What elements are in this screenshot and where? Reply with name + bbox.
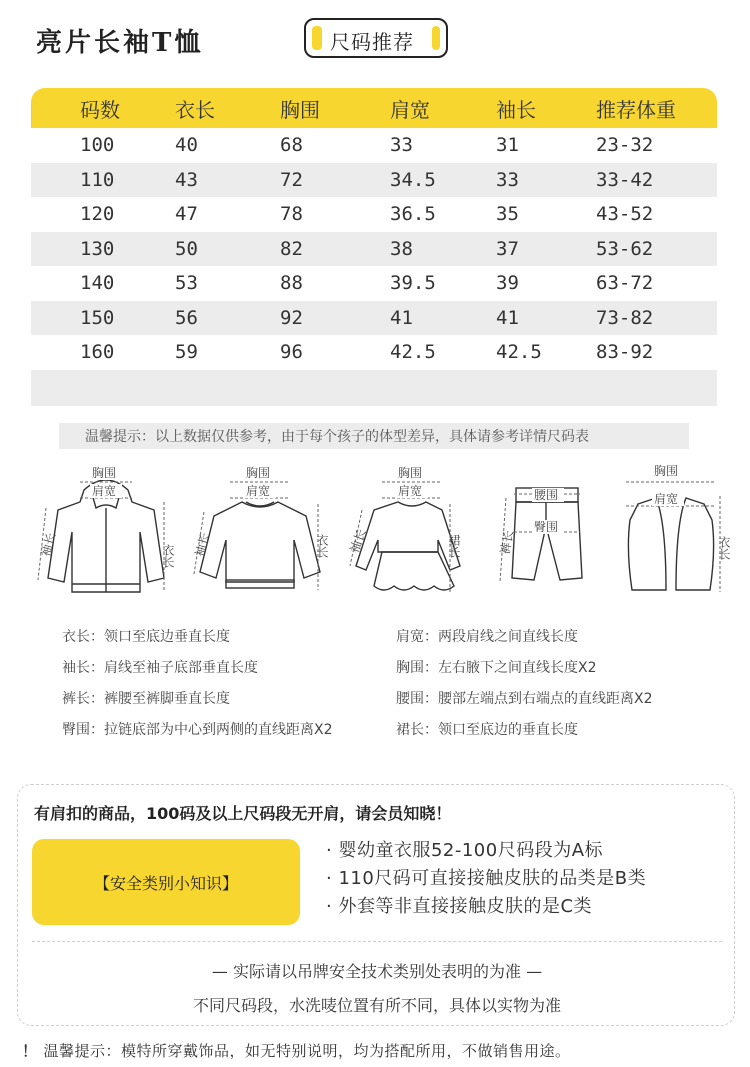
- table-row: [31, 128, 717, 163]
- vest-length-label: 衣长: [717, 536, 731, 560]
- vest-icon: [608, 460, 738, 605]
- cell-sleeve: 31: [496, 134, 519, 157]
- cell-shoulder: 33: [390, 134, 413, 157]
- sweater-length-label: 衣长: [315, 534, 329, 558]
- list-item: · 外套等非直接接触皮肤的是C类: [326, 896, 593, 917]
- footer-tip: [22, 1040, 571, 1061]
- def-pants-length: 裤长：裤腰至裤脚垂直长度: [62, 691, 230, 707]
- cell-shoulder: 38: [390, 237, 413, 260]
- vest-chest-label: 胸围: [654, 464, 679, 478]
- cell-weight: 73-82: [596, 306, 654, 329]
- cell-size: 100: [80, 134, 115, 157]
- cell-chest: 92: [280, 306, 303, 329]
- header-weight: 推荐体重: [596, 97, 676, 122]
- hooded-jacket-icon: [36, 460, 176, 605]
- cell-weight: 43-52: [596, 203, 654, 226]
- cell-weight: 83-92: [596, 341, 654, 364]
- measurement-tip: 温馨提示：以上数据仅供参考，由于每个孩子的体型差异，具体请参考详情尺码表: [59, 423, 689, 449]
- cell-shoulder: 39.5: [390, 272, 436, 295]
- cell-size: 130: [80, 237, 115, 260]
- warning-mark: ！: [22, 1042, 38, 1060]
- dashed-divider: [32, 941, 722, 942]
- cell-chest: 82: [280, 237, 303, 260]
- dress-chest-label: 胸围: [398, 466, 423, 480]
- list-item: · 110尺码可直接接触皮肤的品类是B类: [326, 868, 647, 889]
- tag-category-note: — 实际请以吊牌安全技术类别处表明的为准 —: [211, 962, 543, 981]
- cell-chest: 78: [280, 203, 303, 226]
- def-hip: 臀围：拉链底部为中心到两侧的直线距离X2: [62, 722, 333, 738]
- safety-category-label: 【安全类别小知识】: [93, 873, 238, 893]
- safety-bullets: [326, 837, 646, 921]
- table-row: [31, 335, 717, 370]
- size-recommend-tag: [304, 18, 448, 58]
- def-length: 衣长：领口至底边垂直长度: [62, 629, 230, 645]
- cell-chest: 68: [280, 134, 303, 157]
- table-row: [31, 232, 717, 267]
- jacket-shoulder-label: 肩宽: [92, 484, 117, 498]
- cell-length: 56: [175, 306, 198, 329]
- cell-size: 120: [80, 203, 115, 226]
- dress-shoulder-label: 肩宽: [398, 484, 423, 498]
- wash-label-note: 不同尺码段，水洗唛位置有所不同，具体以实物为准: [192, 996, 561, 1015]
- safety-category-box: [32, 839, 300, 925]
- cell-chest: 72: [280, 168, 303, 191]
- list-item: · 婴幼童衣服52-100尺码段为A标: [326, 840, 604, 861]
- tag-stripe-right: [432, 26, 440, 50]
- cell-shoulder: 42.5: [390, 341, 436, 364]
- cell-length: 43: [175, 168, 198, 191]
- sweater-icon: [190, 460, 330, 605]
- sweater-chest-label: 胸围: [246, 466, 271, 480]
- cell-length: 50: [175, 237, 198, 260]
- size-recommend-label: 尺码推荐: [330, 30, 414, 54]
- table-row: [31, 301, 717, 336]
- cell-length: 53: [175, 272, 198, 295]
- size-table: [31, 88, 717, 404]
- cell-weight: 63-72: [596, 272, 654, 295]
- dress-icon: [342, 460, 482, 605]
- def-sleeve: 袖长：肩线至袖子底部垂直长度: [62, 660, 258, 676]
- footer-text: 温馨提示：模特所穿戴饰品，如无特别说明，均为搭配所用，不做销售用途。: [43, 1042, 571, 1060]
- cell-size: 140: [80, 272, 115, 295]
- cell-shoulder: 34.5: [390, 168, 436, 191]
- table-row-blank: [31, 370, 717, 406]
- cell-sleeve: 35: [496, 203, 519, 226]
- sweater-shoulder-label: 肩宽: [246, 484, 271, 498]
- shoulder-button-notice: 有肩扣的商品，100码及以上尺码段无开肩，请会员知晓！: [34, 804, 452, 823]
- garment-figures: [0, 460, 750, 610]
- dress-length-label: 裙长: [447, 534, 461, 558]
- cell-shoulder: 36.5: [390, 203, 436, 226]
- table-row: [31, 197, 717, 232]
- jacket-chest-label: 胸围: [92, 466, 117, 480]
- header-sleeve: 袖长: [496, 97, 536, 122]
- def-waist: 腰围：腰部左端点到右端点的直线距离X2: [396, 691, 653, 707]
- cell-chest: 96: [280, 341, 303, 364]
- cell-sleeve: 39: [496, 272, 519, 295]
- cell-weight: 23-32: [596, 134, 654, 157]
- header: [0, 0, 750, 80]
- cell-length: 40: [175, 134, 198, 157]
- pants-hip-label: 臀围: [534, 520, 559, 534]
- cell-length: 59: [175, 341, 198, 364]
- table-row: [31, 266, 717, 301]
- def-shoulder: 肩宽：两段肩线之间直线长度: [396, 629, 578, 645]
- table-row: [31, 163, 717, 198]
- header-chest: 胸围: [280, 97, 320, 122]
- header-length: 衣长: [175, 97, 215, 122]
- tag-stripe-left: [312, 26, 322, 50]
- cell-size: 110: [80, 168, 115, 191]
- pants-length-label: 裤长: [498, 529, 516, 556]
- cell-sleeve: 42.5: [496, 341, 542, 364]
- dress-sleeve-label: 袖长: [347, 527, 369, 555]
- notice-box: [17, 784, 735, 1026]
- cell-weight: 33-42: [596, 168, 654, 191]
- def-skirt: 裙长：领口至底边的垂直长度: [396, 722, 578, 738]
- cell-sleeve: 33: [496, 168, 519, 191]
- cell-length: 47: [175, 203, 198, 226]
- pants-waist-label: 腰围: [534, 488, 559, 502]
- cell-chest: 88: [280, 272, 303, 295]
- cell-size: 150: [80, 306, 115, 329]
- pants-icon: [494, 460, 604, 605]
- cell-weight: 53-62: [596, 237, 654, 260]
- def-chest: 胸围：左右腋下之间直线长度X2: [396, 660, 597, 676]
- jacket-length-label: 衣长: [161, 544, 175, 568]
- cell-shoulder: 41: [390, 306, 413, 329]
- sweater-sleeve-label: 袖长: [192, 531, 213, 559]
- header-shoulder: 肩宽: [390, 97, 430, 122]
- cell-sleeve: 37: [496, 237, 519, 260]
- product-title: 亮片长袖T恤: [36, 28, 204, 58]
- table-header: [31, 88, 717, 128]
- cell-size: 160: [80, 341, 115, 364]
- header-size: 码数: [80, 97, 120, 122]
- cell-sleeve: 41: [496, 306, 519, 329]
- measurement-definitions: [0, 620, 750, 740]
- vest-shoulder-label: 肩宽: [654, 492, 679, 506]
- jacket-sleeve-label: 袖长: [38, 531, 59, 559]
